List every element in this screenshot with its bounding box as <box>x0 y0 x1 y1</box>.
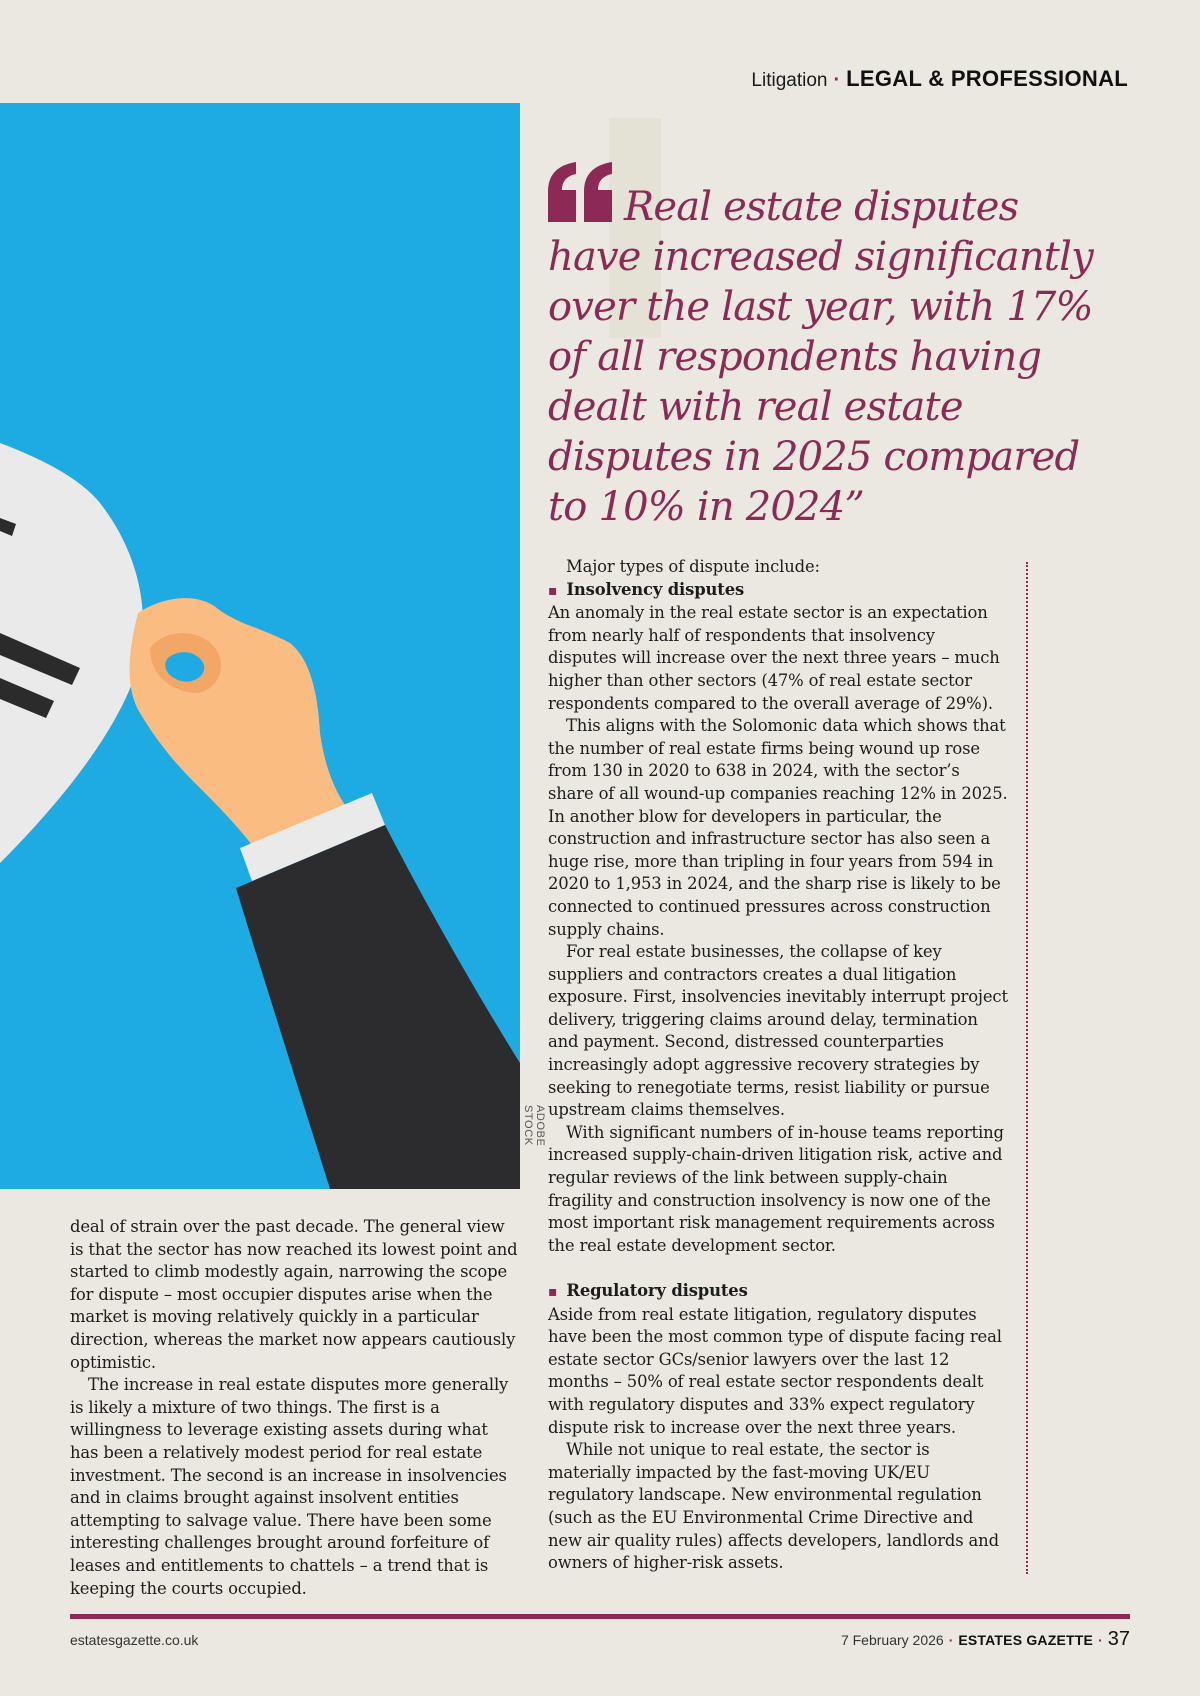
page-number: 37 <box>1107 1628 1130 1650</box>
body-paragraph: An anomaly in the real estate sector is an expectation from nearly half of respondents that insolvency disputes will increase over the next three years – much higher than other sectors (47% of real estate sector respondents compared to the overall average of 29%). <box>548 603 1000 713</box>
bullet-icon: ▪ <box>548 582 558 599</box>
body-paragraph: With significant numbers of in-house teams reporting increased supply-chain-driven litigation risk, active and regular reviews of the link between supply-chain fragility and construction insolvency is now one of the most important risk management requirements across the real estate development sector. <box>548 1122 1004 1255</box>
photo-credit: ADOBE STOCK <box>522 1105 546 1147</box>
body-paragraph: Aside from real estate litigation, regulatory disputes have been the most common type of dispute facing real estate sector GCs/senior lawyers over the last 12 months – 50% of real estate sector respondents dealt with regulatory disputes and 33% expect regulatory dispute risk to increase over the next three years. <box>548 1304 1002 1437</box>
page-footer <box>70 1628 1130 1651</box>
footer-folio <box>841 1628 1130 1651</box>
magazine-name: ESTATES GAZETTE <box>958 1632 1094 1648</box>
footer-website: estatesgazette.co.uk <box>70 1632 199 1648</box>
running-header <box>751 66 1128 92</box>
hero-illustration <box>0 103 520 1189</box>
footer-separator: · <box>1098 1632 1103 1648</box>
body-paragraph: deal of strain over the past decade. The general view is that the sector has now reached its lowest point and started to climb modestly again, narrowing the scope for dispute – most occupier disputes arise when the market is moving relatively quickly in a particular direction, whereas the market now appears cautiously optimistic. <box>70 1217 518 1372</box>
issue-date: 7 February 2026 <box>840 1632 944 1648</box>
pullquote <box>548 182 1108 532</box>
section-spacer <box>548 1257 1008 1280</box>
section-label: Litigation <box>751 70 828 91</box>
subheading-insolvency <box>548 579 1008 603</box>
header-separator: · <box>833 69 841 91</box>
footer-rule <box>70 1614 1130 1619</box>
subheading-text: Insolvency disputes <box>566 579 745 599</box>
pullquote-text: Real estate disputes have increased significantly over the last year, with 17% of all respondents having dealt with real estate disputes in 2025 compared to 10% in 2024” <box>548 184 1093 530</box>
article-column-right <box>548 556 1008 1575</box>
list-intro: Major types of dispute include: <box>566 557 820 576</box>
hand-holding-paper-illustration <box>0 103 520 1189</box>
category-label: LEGAL & PROFESSIONAL <box>846 66 1128 91</box>
subheading-text: Regulatory disputes <box>566 1281 748 1300</box>
body-paragraph: While not unique to real estate, the sector is materially impacted by the fast-moving UK/EU regulatory landscape. New environmental regulation (such as the EU Environmental Crime Directive and new air quality rules) affects developers, landlords and owners of higher-risk assets. <box>548 1440 999 1573</box>
column-divider <box>1026 562 1028 1574</box>
jacket-sleeve <box>236 825 520 1189</box>
body-paragraph: For real estate businesses, the collapse of key suppliers and contractors creates a dual litigation exposure. First, insolvencies inevitably interrupt project delivery, triggering claims around delay, termination and payment. Second, distressed counterparties increasingly adopt aggressive recovery strategies by seeking to renegotiate terms, resist liability or pursue upstream claims themselves. <box>548 942 1008 1120</box>
article-column-left <box>70 1216 520 1600</box>
bullet-icon: ▪ <box>548 1284 558 1300</box>
footer-separator: · <box>948 1632 954 1648</box>
body-paragraph: The increase in real estate disputes more generally is likely a mixture of two things. The first is a willingness to leverage existing assets during what has been a relatively modest period for real estate investment. The second is an increase in insolvencies and in claims brought against insolvent entities attempting to salvage value. There have been some interesting challenges brought around forfeiture of leases and entitlements to chattels – a trend that is keeping the courts occupied. <box>70 1375 509 1598</box>
body-paragraph: This aligns with the Solomonic data which shows that the number of real estate firms being wound up rose from 130 in 2020 to 638 in 2024, with the sector’s share of all wound-up companies reaching 12% in 2025. In another blow for developers in particular, the construction and infrastructure sector has also seen a huge rise, more than tripling in four years from 594 in 2020 to 1,953 in 2024, and the sharp rise is likely to be connected to continued pressures across construction supply chains. <box>548 716 1008 939</box>
subheading-regulatory <box>548 1280 1008 1304</box>
